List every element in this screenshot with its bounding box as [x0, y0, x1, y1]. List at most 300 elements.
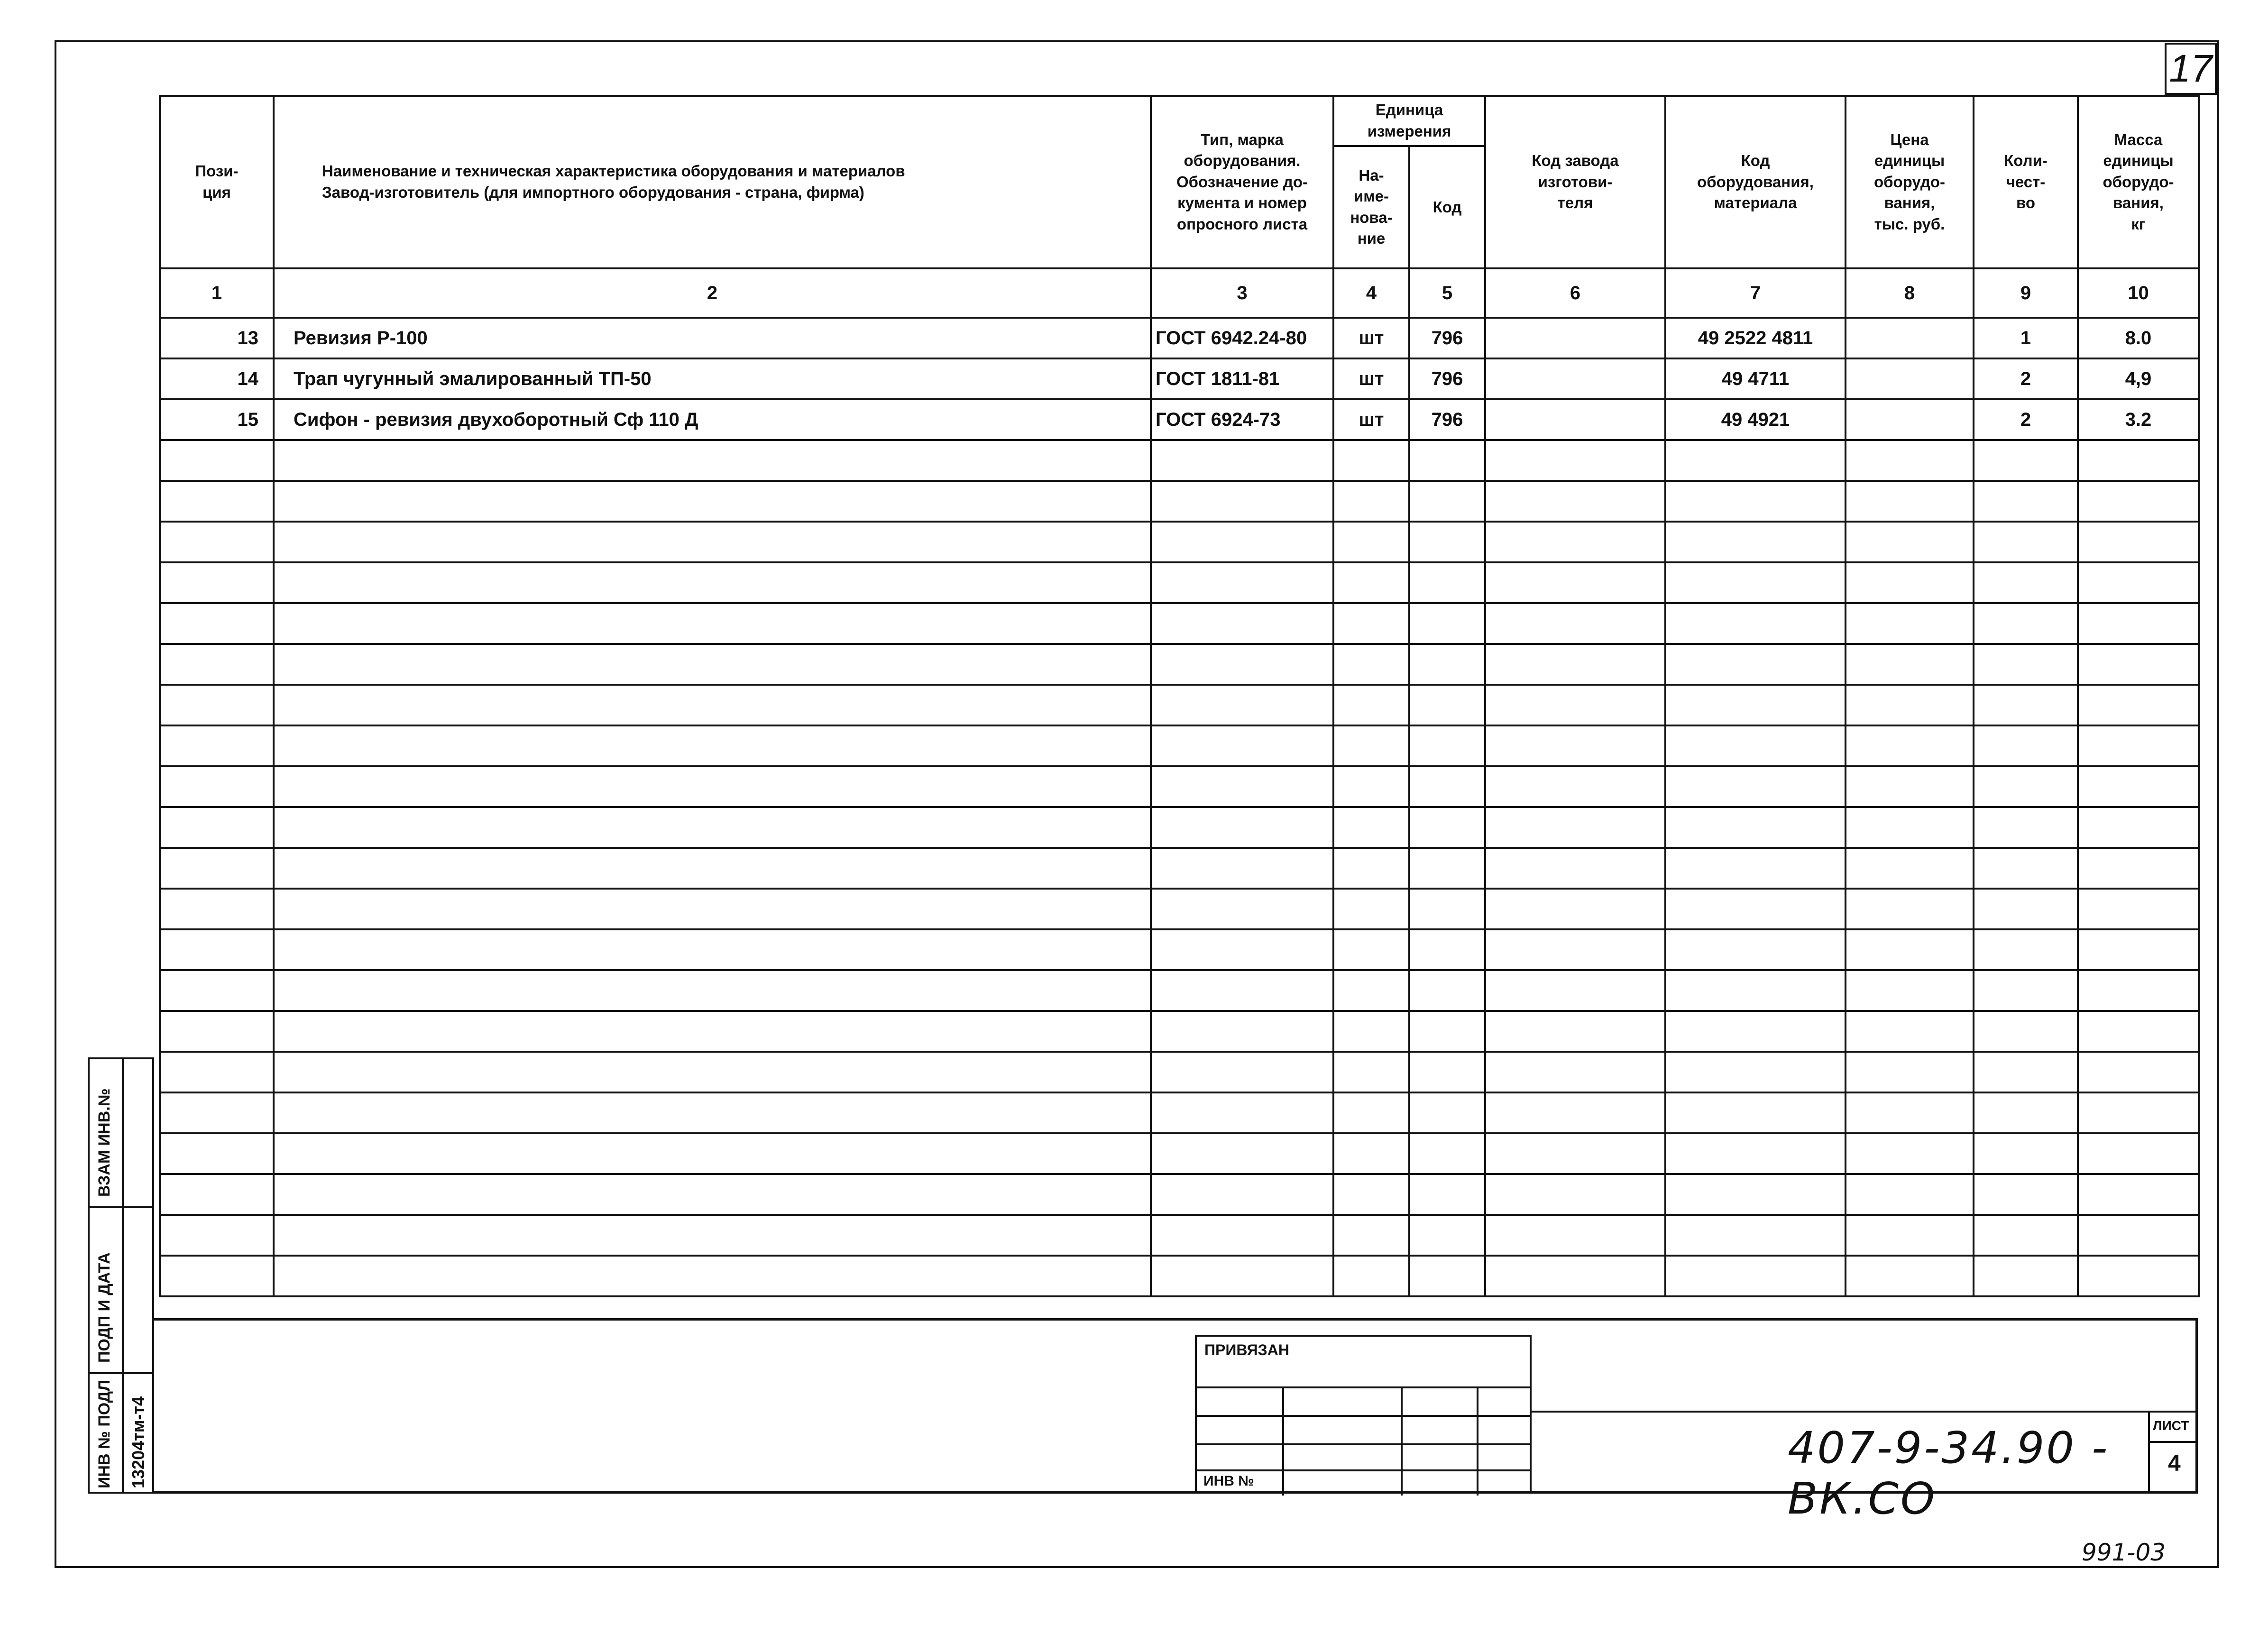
col-number: 9	[1974, 268, 2078, 318]
empty-cell	[2078, 1052, 2199, 1092]
header-item-code: Код оборудования, материала	[1665, 96, 1846, 268]
empty-cell	[2078, 1174, 2199, 1215]
empty-cell	[1974, 807, 2078, 848]
empty-cell	[1846, 440, 1974, 481]
empty-cell	[1151, 848, 1333, 889]
cell-mass: 4,9	[2078, 358, 2199, 399]
empty-cell	[1846, 1052, 1974, 1092]
header-position: Пози- ция	[160, 96, 274, 268]
empty-cell	[1846, 685, 1974, 725]
empty-cell	[1665, 1092, 1846, 1133]
empty-cell	[1974, 1133, 2078, 1174]
empty-cell	[1333, 807, 1409, 848]
empty-cell	[1151, 1011, 1333, 1052]
empty-table-row	[160, 1133, 2199, 1174]
cell-position: 15	[160, 399, 274, 440]
empty-cell	[160, 603, 274, 644]
empty-cell	[1151, 807, 1333, 848]
empty-table-row	[160, 603, 2199, 644]
col-number: 6	[1485, 268, 1665, 318]
empty-cell	[1846, 970, 1974, 1011]
empty-cell	[1333, 1174, 1409, 1215]
empty-cell	[160, 929, 274, 970]
empty-cell	[1485, 766, 1665, 807]
empty-cell	[1485, 522, 1665, 562]
empty-cell	[1846, 807, 1974, 848]
empty-cell	[1409, 1052, 1485, 1092]
cell-unit: шт	[1333, 318, 1409, 358]
table-row	[160, 318, 2199, 358]
empty-cell	[160, 562, 274, 603]
empty-cell	[1151, 1174, 1333, 1215]
col-number: 8	[1846, 268, 1974, 318]
empty-cell	[1974, 644, 2078, 685]
empty-cell	[160, 644, 274, 685]
empty-cell	[160, 970, 274, 1011]
cell-unit: шт	[1333, 358, 1409, 399]
empty-table-row	[160, 889, 2199, 929]
empty-cell	[274, 603, 1151, 644]
empty-cell	[1485, 1133, 1665, 1174]
empty-table-row	[160, 1011, 2199, 1052]
cell-plant-code	[1485, 399, 1665, 440]
cell-plant-code	[1485, 358, 1665, 399]
column-number-row	[160, 268, 2199, 318]
empty-cell	[1409, 644, 1485, 685]
empty-cell	[1151, 562, 1333, 603]
empty-cell	[1665, 603, 1846, 644]
cell-doc: ГОСТ 6924-73	[1151, 399, 1333, 440]
empty-cell	[1333, 929, 1409, 970]
col-number: 7	[1665, 268, 1846, 318]
empty-cell	[1333, 1011, 1409, 1052]
cell-item-code: 49 2522 4811	[1665, 318, 1846, 358]
empty-cell	[274, 970, 1151, 1011]
empty-cell	[1151, 1052, 1333, 1092]
empty-cell	[1485, 685, 1665, 725]
col-number: 2	[274, 268, 1151, 318]
empty-cell	[1846, 481, 1974, 522]
table-row	[160, 399, 2199, 440]
empty-table-row	[160, 807, 2199, 848]
empty-cell	[1665, 1215, 1846, 1256]
empty-cell	[1333, 848, 1409, 889]
empty-cell	[2078, 725, 2199, 766]
document-code: 407-9-34.90 - ВК.СО	[1788, 1423, 2110, 1524]
cell-item-code: 49 4711	[1665, 358, 1846, 399]
replace-inv-label: ВЗАМ ИНВ.№	[95, 1088, 113, 1197]
empty-cell	[1485, 1052, 1665, 1092]
empty-cell	[1846, 644, 1974, 685]
empty-cell	[1846, 562, 1974, 603]
empty-cell	[1485, 1215, 1665, 1256]
empty-cell	[1409, 1011, 1485, 1052]
cell-doc: ГОСТ 1811-81	[1151, 358, 1333, 399]
inv-no-small: ИНВ №	[1203, 1473, 1254, 1489]
empty-cell	[1409, 807, 1485, 848]
empty-cell	[1333, 725, 1409, 766]
empty-cell	[1151, 1133, 1333, 1174]
empty-cell	[1846, 1092, 1974, 1133]
empty-cell	[1846, 522, 1974, 562]
empty-cell	[2078, 766, 2199, 807]
empty-table-row	[160, 725, 2199, 766]
empty-cell	[1665, 766, 1846, 807]
empty-cell	[1409, 562, 1485, 603]
empty-cell	[1333, 522, 1409, 562]
empty-cell	[1665, 562, 1846, 603]
empty-table-row	[160, 970, 2199, 1011]
empty-cell	[1485, 562, 1665, 603]
empty-cell	[1665, 481, 1846, 522]
empty-cell	[1409, 440, 1485, 481]
header-unit-code: Код	[1409, 146, 1485, 268]
table-row	[160, 358, 2199, 399]
empty-cell	[1485, 970, 1665, 1011]
empty-cell	[1974, 440, 2078, 481]
empty-cell	[1333, 562, 1409, 603]
empty-cell	[1974, 522, 2078, 562]
empty-cell	[1151, 440, 1333, 481]
empty-cell	[2078, 522, 2199, 562]
empty-cell	[2078, 1092, 2199, 1133]
empty-table-row	[160, 644, 2199, 685]
empty-cell	[274, 807, 1151, 848]
table-header-row	[160, 96, 2199, 146]
empty-cell	[1846, 1011, 1974, 1052]
empty-cell	[1485, 889, 1665, 929]
empty-cell	[1151, 522, 1333, 562]
empty-cell	[160, 1092, 274, 1133]
empty-cell	[160, 807, 274, 848]
empty-cell	[1665, 440, 1846, 481]
empty-cell	[1485, 644, 1665, 685]
empty-cell	[1333, 1052, 1409, 1092]
empty-cell	[274, 766, 1151, 807]
empty-cell	[1333, 1215, 1409, 1256]
cell-qty: 1	[1974, 318, 2078, 358]
cell-unit-code: 796	[1409, 318, 1485, 358]
empty-cell	[1846, 1215, 1974, 1256]
col-number: 3	[1151, 268, 1333, 318]
empty-cell	[1665, 889, 1846, 929]
empty-cell	[1409, 848, 1485, 889]
empty-cell	[1151, 1215, 1333, 1256]
left-side-stamp	[88, 1057, 154, 1494]
empty-cell	[1485, 481, 1665, 522]
empty-table-row	[160, 481, 2199, 522]
empty-cell	[1409, 1215, 1485, 1256]
empty-cell	[274, 481, 1151, 522]
empty-cell	[1151, 644, 1333, 685]
empty-cell	[274, 889, 1151, 929]
cell-plant-code	[1485, 318, 1665, 358]
empty-cell	[1409, 970, 1485, 1011]
empty-cell	[1974, 766, 2078, 807]
empty-cell	[1409, 889, 1485, 929]
empty-cell	[2078, 848, 2199, 889]
cell-item-code: 49 4921	[1665, 399, 1846, 440]
empty-cell	[160, 481, 274, 522]
empty-cell	[1151, 481, 1333, 522]
empty-cell	[274, 440, 1151, 481]
empty-cell	[1333, 440, 1409, 481]
empty-cell	[2078, 1011, 2199, 1052]
empty-cell	[1151, 685, 1333, 725]
sheet-number-box	[2148, 1411, 2198, 1494]
empty-cell	[1409, 603, 1485, 644]
cell-name: Трап чугунный эмалированный ТП-50	[274, 358, 1151, 399]
header-price: Цена единицы оборудо- вания, тыс. руб.	[1846, 96, 1974, 268]
empty-cell	[1409, 1174, 1485, 1215]
empty-cell	[2078, 685, 2199, 725]
empty-cell	[1151, 1092, 1333, 1133]
empty-cell	[1409, 929, 1485, 970]
empty-cell	[160, 848, 274, 889]
empty-cell	[274, 725, 1151, 766]
empty-cell	[1974, 970, 2078, 1011]
empty-cell	[1665, 685, 1846, 725]
empty-cell	[160, 1011, 274, 1052]
binding-block	[1195, 1335, 1532, 1494]
sheet-number: 4	[2168, 1451, 2181, 1476]
sign-date-label: ПОДП И ДАТА	[95, 1252, 113, 1363]
empty-cell	[1485, 929, 1665, 970]
empty-cell	[1485, 1256, 1665, 1296]
cell-price	[1846, 358, 1974, 399]
empty-cell	[1974, 1092, 2078, 1133]
empty-cell	[2078, 603, 2199, 644]
empty-cell	[1333, 1133, 1409, 1174]
empty-cell	[1974, 848, 2078, 889]
stamp-divider	[1532, 1411, 2198, 1413]
col-number: 4	[1333, 268, 1409, 318]
empty-cell	[1974, 1215, 2078, 1256]
empty-table-row	[160, 685, 2199, 725]
archive-code: 991-03	[2082, 1539, 2166, 1566]
empty-cell	[1333, 889, 1409, 929]
empty-table-row	[160, 440, 2199, 481]
specification-table	[159, 95, 2200, 1297]
empty-cell	[1974, 481, 2078, 522]
empty-table-row	[160, 848, 2199, 889]
cell-position: 13	[160, 318, 274, 358]
empty-cell	[1333, 685, 1409, 725]
empty-table-row	[160, 929, 2199, 970]
empty-cell	[2078, 1133, 2199, 1174]
header-unit-name: На- име- нова- ние	[1333, 146, 1409, 268]
empty-cell	[274, 848, 1151, 889]
cell-price	[1846, 399, 1974, 440]
empty-cell	[1846, 929, 1974, 970]
empty-cell	[1846, 1174, 1974, 1215]
empty-cell	[160, 1174, 274, 1215]
empty-cell	[160, 766, 274, 807]
empty-cell	[2078, 440, 2199, 481]
empty-cell	[2078, 644, 2199, 685]
page-number: 17	[2165, 43, 2217, 95]
empty-cell	[1846, 766, 1974, 807]
empty-table-row	[160, 1256, 2199, 1296]
empty-cell	[1333, 970, 1409, 1011]
empty-cell	[2078, 929, 2199, 970]
empty-cell	[1151, 1256, 1333, 1296]
empty-cell	[1974, 685, 2078, 725]
cell-mass: 8.0	[2078, 318, 2199, 358]
empty-table-row	[160, 1092, 2199, 1133]
empty-cell	[1409, 522, 1485, 562]
empty-cell	[1665, 1052, 1846, 1092]
original-number: 13204тм-т4	[129, 1396, 148, 1488]
empty-cell	[1409, 481, 1485, 522]
empty-cell	[1665, 970, 1846, 1011]
empty-cell	[274, 1011, 1151, 1052]
empty-cell	[160, 522, 274, 562]
empty-cell	[274, 522, 1151, 562]
empty-cell	[274, 644, 1151, 685]
empty-cell	[2078, 1215, 2199, 1256]
empty-cell	[1485, 1011, 1665, 1052]
empty-cell	[1333, 481, 1409, 522]
cell-unit-code: 796	[1409, 358, 1485, 399]
empty-cell	[1485, 440, 1665, 481]
empty-cell	[160, 1256, 274, 1296]
empty-table-row	[160, 1215, 2199, 1256]
empty-cell	[1974, 1256, 2078, 1296]
empty-cell	[1665, 1011, 1846, 1052]
empty-cell	[1151, 766, 1333, 807]
empty-cell	[1665, 807, 1846, 848]
cell-name: Ревизия Р-100	[274, 318, 1151, 358]
empty-cell	[274, 1256, 1151, 1296]
empty-table-row	[160, 766, 2199, 807]
empty-cell	[1151, 970, 1333, 1011]
empty-cell	[1409, 766, 1485, 807]
empty-cell	[1974, 562, 2078, 603]
empty-cell	[1974, 1174, 2078, 1215]
header-quantity: Коли- чест- во	[1974, 96, 2078, 268]
empty-cell	[1409, 1092, 1485, 1133]
empty-cell	[160, 685, 274, 725]
empty-table-row	[160, 562, 2199, 603]
empty-cell	[1485, 1174, 1665, 1215]
empty-cell	[1485, 1092, 1665, 1133]
empty-cell	[274, 1092, 1151, 1133]
header-plant-code: Код завода изготови- теля	[1485, 96, 1665, 268]
empty-cell	[1485, 807, 1665, 848]
empty-cell	[1846, 725, 1974, 766]
empty-cell	[160, 440, 274, 481]
empty-cell	[1974, 603, 2078, 644]
empty-cell	[160, 1215, 274, 1256]
cell-doc: ГОСТ 6942.24-80	[1151, 318, 1333, 358]
empty-table-row	[160, 1174, 2199, 1215]
empty-cell	[1665, 1133, 1846, 1174]
empty-cell	[274, 562, 1151, 603]
empty-cell	[1151, 725, 1333, 766]
col-number: 10	[2078, 268, 2199, 318]
empty-table-row	[160, 522, 2199, 562]
empty-cell	[1409, 685, 1485, 725]
empty-cell	[274, 1215, 1151, 1256]
cell-unit-code: 796	[1409, 399, 1485, 440]
empty-cell	[274, 929, 1151, 970]
empty-cell	[274, 1174, 1151, 1215]
empty-cell	[2078, 481, 2199, 522]
empty-cell	[1151, 603, 1333, 644]
empty-cell	[1665, 522, 1846, 562]
empty-cell	[1333, 1092, 1409, 1133]
empty-cell	[1333, 766, 1409, 807]
empty-cell	[274, 1052, 1151, 1092]
empty-cell	[2078, 889, 2199, 929]
empty-cell	[1485, 725, 1665, 766]
empty-cell	[1974, 929, 2078, 970]
cell-price	[1846, 318, 1974, 358]
empty-table-row	[160, 1052, 2199, 1092]
cell-position: 14	[160, 358, 274, 399]
inv-no-label: ИНВ № ПОДЛ	[95, 1380, 113, 1488]
empty-cell	[1409, 1256, 1485, 1296]
cell-qty: 2	[1974, 399, 2078, 440]
empty-cell	[160, 1133, 274, 1174]
empty-cell	[2078, 562, 2199, 603]
header-name: Наименование и техническая характеристика оборудования и материалов Завод-изготовитель (для импортного оборудования - страна, фирма)	[274, 96, 1151, 268]
empty-cell	[1665, 1256, 1846, 1296]
empty-cell	[1846, 1133, 1974, 1174]
empty-cell	[1974, 1052, 2078, 1092]
empty-cell	[1974, 725, 2078, 766]
empty-cell	[1665, 644, 1846, 685]
empty-cell	[1333, 1256, 1409, 1296]
header-unit: Единица измерения	[1333, 96, 1485, 146]
empty-cell	[2078, 970, 2199, 1011]
empty-cell	[274, 685, 1151, 725]
binding-label: ПРИВЯЗАН	[1204, 1341, 1289, 1358]
empty-cell	[1151, 929, 1333, 970]
empty-cell	[1846, 848, 1974, 889]
empty-cell	[1409, 725, 1485, 766]
empty-cell	[2078, 807, 2199, 848]
empty-cell	[1665, 929, 1846, 970]
cell-qty: 2	[1974, 358, 2078, 399]
empty-cell	[1846, 603, 1974, 644]
empty-cell	[160, 1052, 274, 1092]
col-number: 5	[1409, 268, 1485, 318]
empty-cell	[1665, 725, 1846, 766]
empty-cell	[1333, 644, 1409, 685]
empty-cell	[1665, 848, 1846, 889]
cell-unit: шт	[1333, 399, 1409, 440]
col-number: 1	[160, 268, 274, 318]
empty-cell	[1409, 1133, 1485, 1174]
header-mass: Масса единицы оборудо- вания, кг	[2078, 96, 2199, 268]
empty-cell	[1974, 1011, 2078, 1052]
empty-cell	[1333, 603, 1409, 644]
empty-cell	[1665, 1174, 1846, 1215]
empty-cell	[160, 725, 274, 766]
empty-cell	[1846, 1256, 1974, 1296]
empty-cell	[1846, 889, 1974, 929]
empty-cell	[1485, 848, 1665, 889]
empty-cell	[274, 1133, 1151, 1174]
empty-cell	[1485, 603, 1665, 644]
empty-rows	[160, 440, 2199, 1296]
cell-mass: 3.2	[2078, 399, 2199, 440]
header-type: Тип, марка оборудования. Обозначение до- кумента и номер опросного листа	[1151, 96, 1333, 268]
empty-cell	[1151, 889, 1333, 929]
sheet-label: ЛИСТ	[2153, 1418, 2189, 1433]
